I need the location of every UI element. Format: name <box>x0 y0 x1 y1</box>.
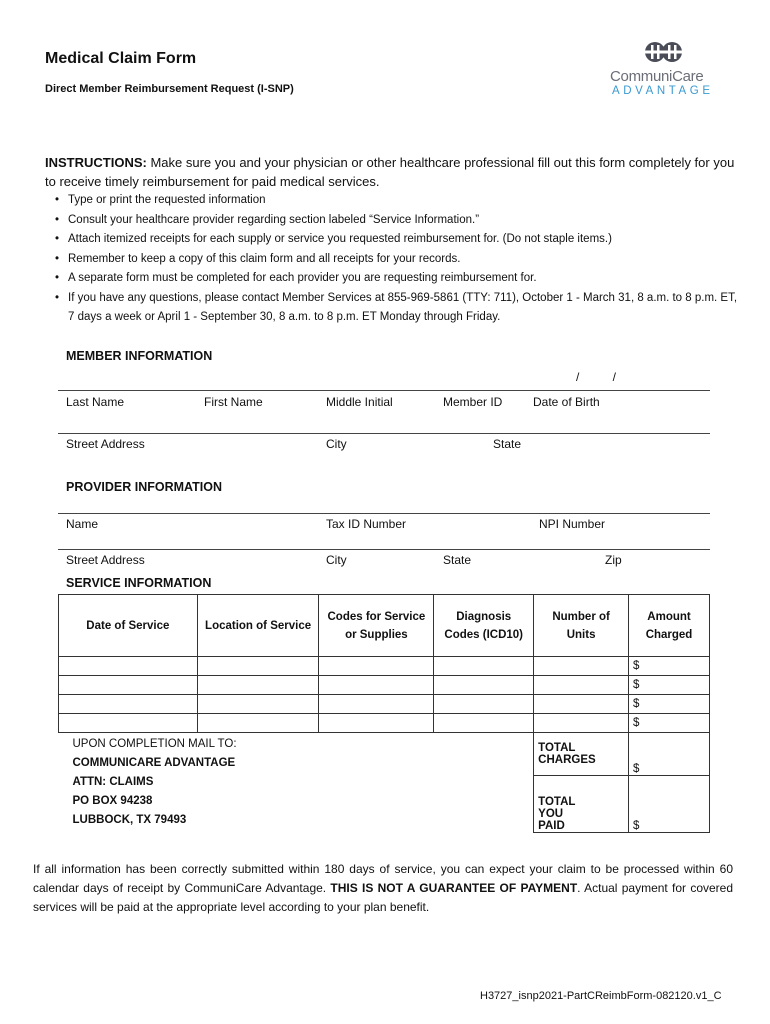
mail-line: PO BOX 94238 <box>72 795 153 807</box>
notice-text-1: If all information has been correctly submitted within 180 days of service, you can expect your claim to be processed within 60 calendar days of receipt by CommuniCare Advantage. <box>33 862 733 895</box>
date-cell[interactable] <box>59 657 198 676</box>
provider-zip-field[interactable]: Zip <box>605 553 622 567</box>
member-city-field[interactable]: City <box>326 437 347 451</box>
provider-line-2 <box>58 549 710 550</box>
instruction-item: • Consult your healthcare provider regarding section labeled “Service Information.” <box>55 211 745 231</box>
date-of-birth-field[interactable]: Date of Birth <box>533 395 600 409</box>
form-title: Medical Claim Form <box>45 50 197 67</box>
diagnosis-cell[interactable] <box>434 695 534 714</box>
notice-text-2: . Actual payment for covered services will be paid at the appropriate level according to your plan benefit. <box>33 881 734 914</box>
total-charges-cell[interactable]: $ <box>629 733 710 776</box>
codes-cell[interactable] <box>319 714 434 733</box>
table-row <box>59 695 710 714</box>
logo-tagline: ADVANTAGE <box>612 85 714 97</box>
col-number-of-units: Number of Units <box>534 595 629 657</box>
first-name-field[interactable]: First Name <box>204 395 263 409</box>
npi-number-field[interactable]: NPI Number <box>539 517 606 531</box>
table-row <box>59 657 710 676</box>
instructions-label: INSTRUCTIONS: <box>45 155 147 170</box>
member-info-heading: MEMBER INFORMATION <box>66 349 213 363</box>
col-amount-charged: Amount Charged <box>629 595 710 657</box>
diagnosis-cell[interactable] <box>434 714 534 733</box>
dob-slashes: / / <box>576 370 617 384</box>
diagnosis-cell[interactable] <box>434 676 534 695</box>
date-cell[interactable] <box>59 695 198 714</box>
col-location-of-service: Location of Service <box>197 595 319 657</box>
notice-bold: THIS IS NOT A GUARANTEE OF PAYMENT <box>330 881 578 895</box>
instruction-item: • A separate form must be completed for each provider you are requesting reimbursement for. <box>55 269 745 289</box>
instruction-item: • Attach itemized receipts for each supply or service you requested reimbursement for. (Do not staple items.) <box>55 230 745 250</box>
location-cell[interactable] <box>197 714 319 733</box>
amount-cell[interactable]: $ <box>629 695 710 714</box>
service-table <box>58 594 710 833</box>
units-cell[interactable] <box>534 714 629 733</box>
units-cell[interactable] <box>534 657 629 676</box>
col-codes-for-service: Codes for Service or Supplies <box>319 595 434 657</box>
codes-cell[interactable] <box>319 676 434 695</box>
logo-wordmark: CommuniCare <box>610 68 704 85</box>
member-street-field[interactable]: Street Address <box>66 437 145 451</box>
col-diagnosis-codes: Diagnosis Codes (ICD10) <box>434 595 534 657</box>
instruction-item: • Type or print the requested information <box>55 191 745 211</box>
date-cell[interactable] <box>59 714 198 733</box>
provider-street-field[interactable]: Street Address <box>66 553 145 567</box>
instructions-text: Make sure you and your physician or other healthcare professional fill out this form completely for you to receive timely reimbursement for paid medical services. <box>45 155 735 189</box>
total-paid-cell[interactable]: $ <box>629 776 710 832</box>
mail-line: LUBBOCK, TX 79493 <box>72 814 187 826</box>
units-cell[interactable] <box>534 676 629 695</box>
instruction-item: • If you have any questions, please contact Member Services at 855-969-5861 (TTY: 711), October 1 - March 31, 8 a.m. to 8 p.m. ET, 7 days a week or April 1 - September 30, 8 a.m. to 8 p.m. ET Monday through Friday. <box>55 289 745 328</box>
codes-cell[interactable] <box>319 657 434 676</box>
instructions-list <box>55 191 745 328</box>
mail-line: ATTN: CLAIMS <box>72 776 154 788</box>
member-id-field[interactable]: Member ID <box>443 395 503 409</box>
total-paid-label: TOTAL YOU PAID <box>534 776 629 832</box>
date-cell[interactable] <box>59 676 198 695</box>
tax-id-field[interactable]: Tax ID Number <box>326 517 407 531</box>
total-charges-label: TOTAL CHARGES <box>534 733 629 776</box>
last-name-field[interactable]: Last Name <box>66 395 125 409</box>
form-subtitle: Direct Member Reimbursement Request (I-SNP) <box>45 83 294 95</box>
amount-cell[interactable]: $ <box>629 714 710 733</box>
member-line-1 <box>58 390 710 391</box>
provider-info-heading: PROVIDER INFORMATION <box>66 480 223 494</box>
member-line-2 <box>58 433 710 434</box>
provider-line-1 <box>58 513 710 514</box>
instruction-item: • Remember to keep a copy of this claim form and all receipts for your records. <box>55 250 745 270</box>
provider-state-field[interactable]: State <box>443 553 472 567</box>
mail-to-block <box>59 733 534 833</box>
units-cell[interactable] <box>534 695 629 714</box>
form-id: H3727_isnp2021-PartCReimbForm-082120.v1_C <box>480 990 722 1002</box>
location-cell[interactable] <box>197 695 319 714</box>
amount-cell[interactable]: $ <box>629 676 710 695</box>
member-state-field[interactable]: State <box>493 437 522 451</box>
mail-line: COMMUNICARE ADVANTAGE <box>72 757 236 769</box>
middle-initial-field[interactable]: Middle Initial <box>326 395 393 409</box>
location-cell[interactable] <box>197 657 319 676</box>
processing-notice <box>33 860 733 917</box>
location-cell[interactable] <box>197 676 319 695</box>
table-row <box>59 714 710 733</box>
col-date-of-service: Date of Service <box>59 595 198 657</box>
table-row <box>59 676 710 695</box>
mail-to-label: UPON COMPLETION MAIL TO: <box>72 738 237 750</box>
service-info-heading: SERVICE INFORMATION <box>66 576 212 590</box>
provider-name-field[interactable]: Name <box>66 517 99 531</box>
instructions-paragraph <box>45 153 745 191</box>
diagnosis-cell[interactable] <box>434 657 534 676</box>
provider-city-field[interactable]: City <box>326 553 347 567</box>
codes-cell[interactable] <box>319 695 434 714</box>
amount-cell[interactable]: $ <box>629 657 710 676</box>
